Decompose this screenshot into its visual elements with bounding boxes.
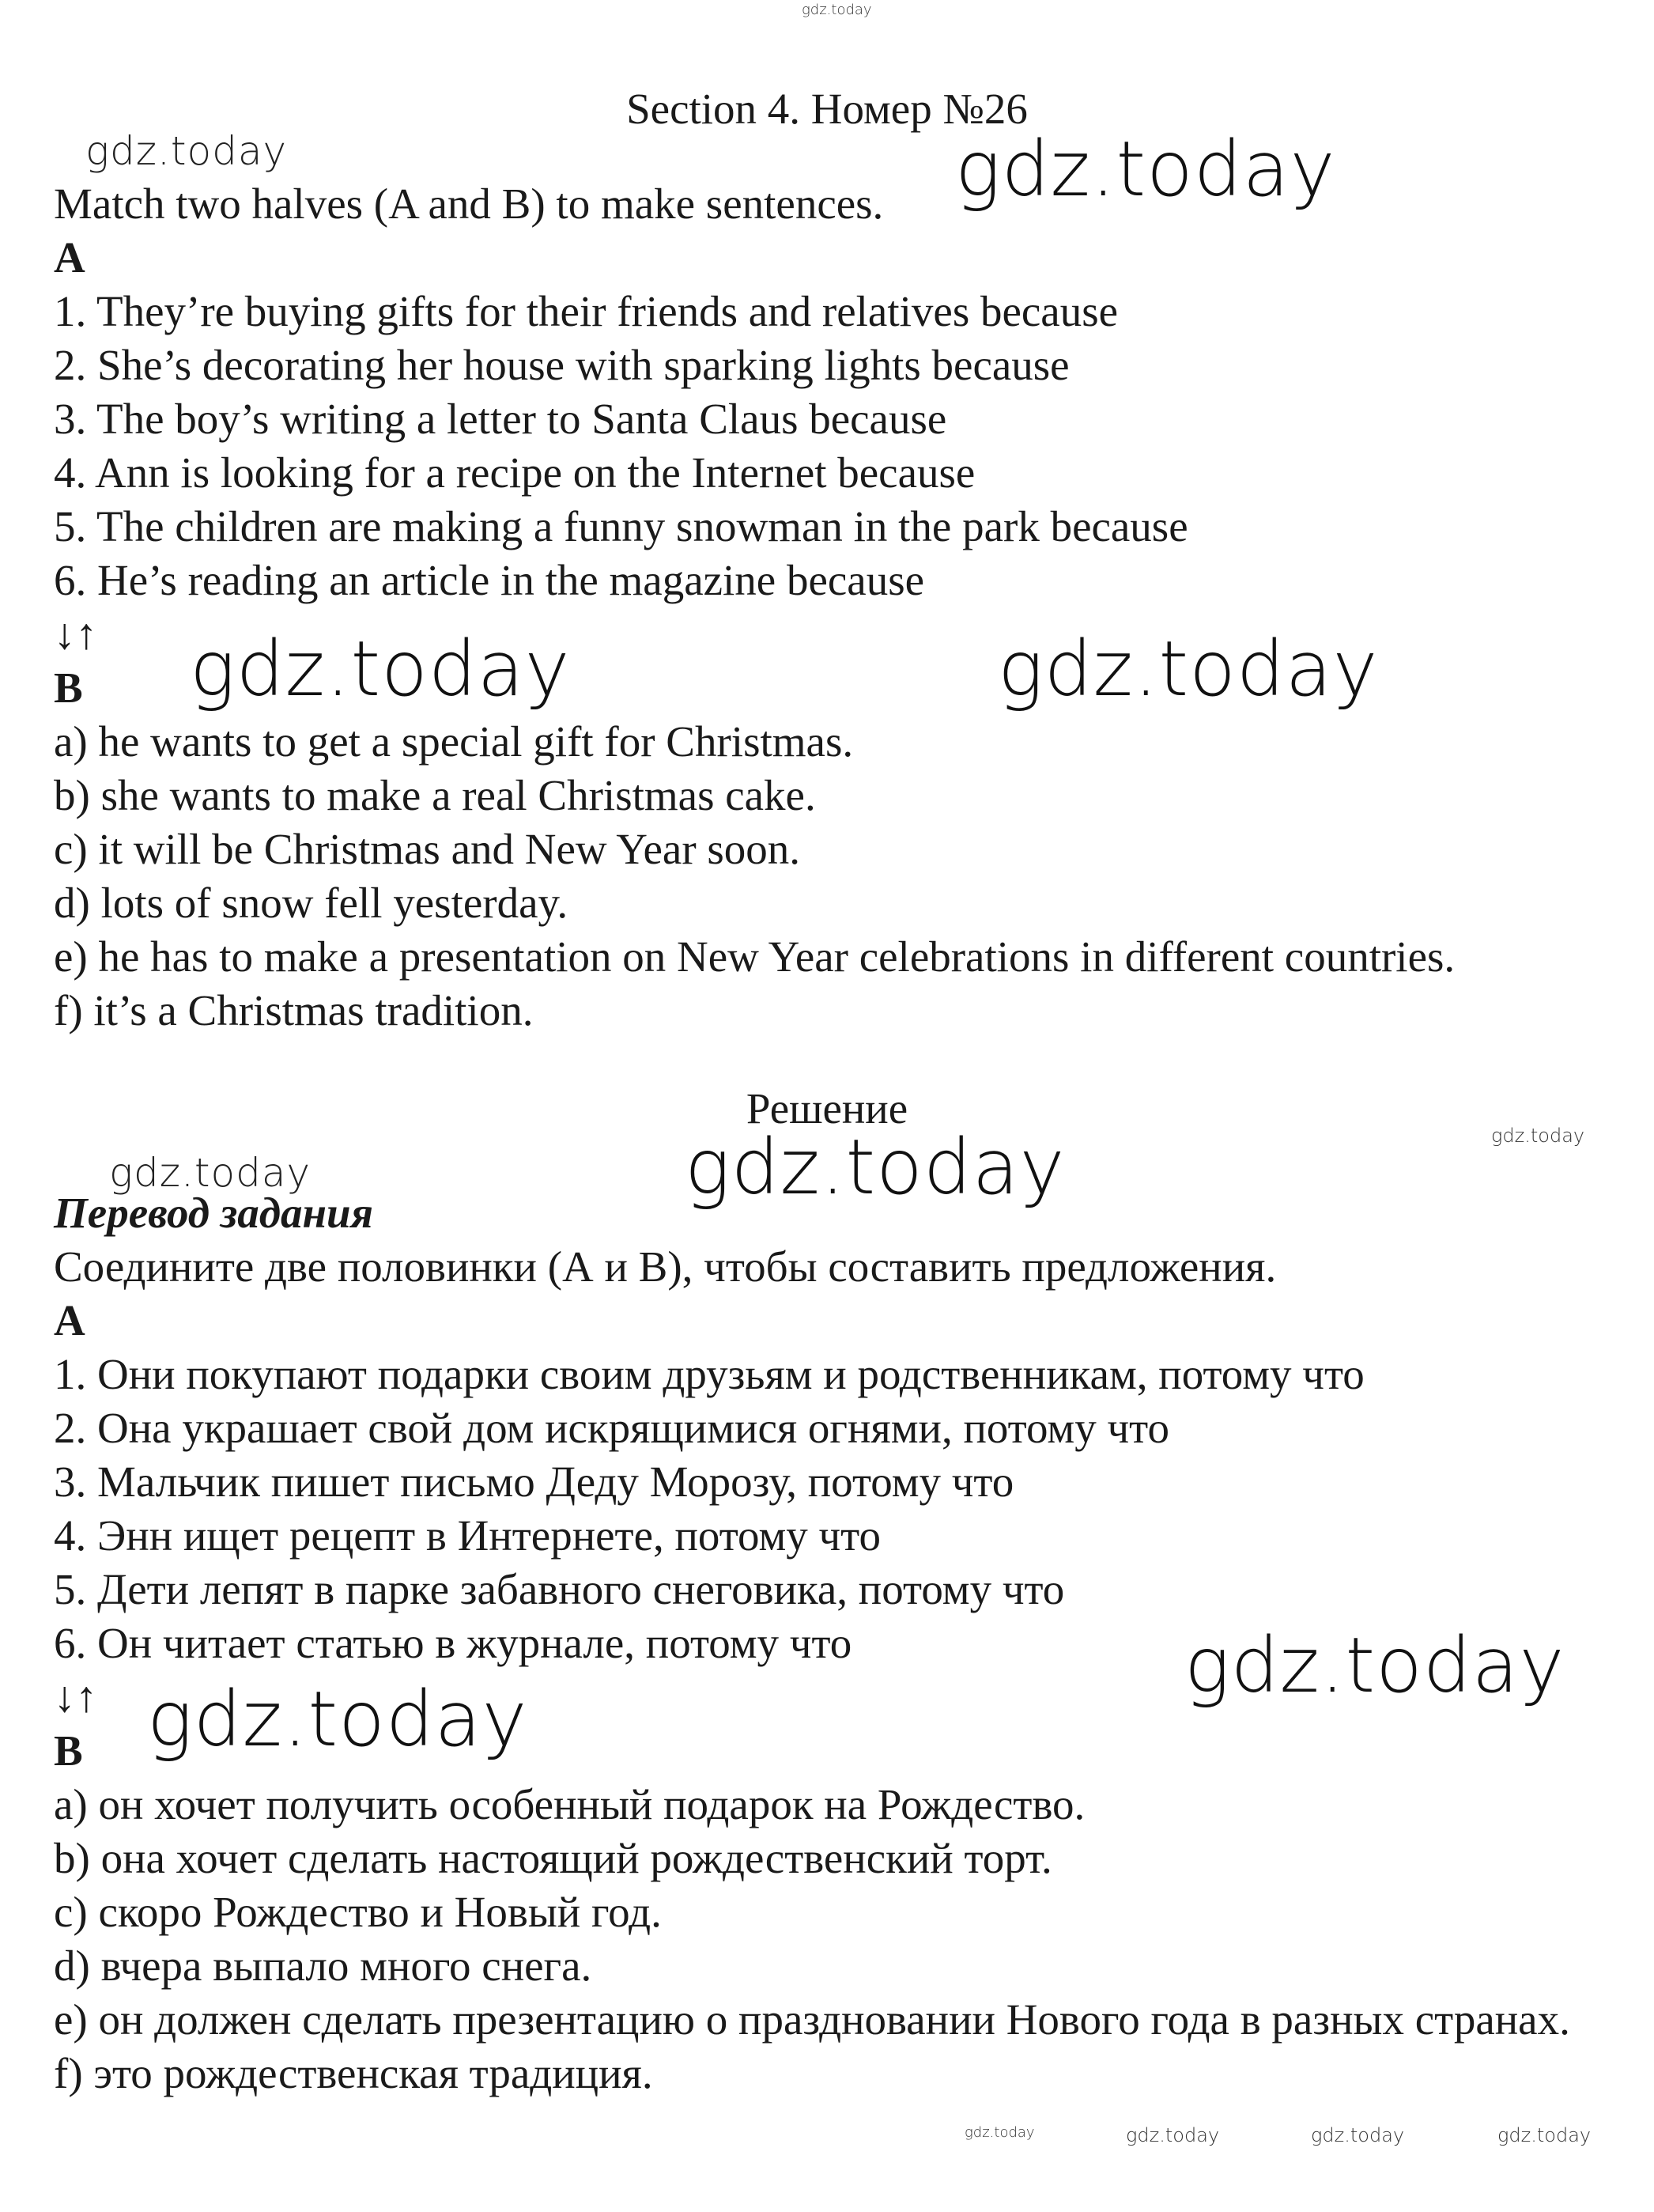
watermark: gdz.today xyxy=(1491,1125,1585,1147)
list-item: 4. Энн ищет рецепт в Интернете, потому что xyxy=(54,1511,881,1560)
list-item: e) он должен сделать презентацию о праздновании Нового года в разных странах. xyxy=(54,1995,1570,2044)
solution-heading: Решение xyxy=(746,1084,908,1132)
list-item: 2. Она украшает свой дом искрящимися огнями, потому что xyxy=(54,1404,1169,1452)
watermark: gdz.today xyxy=(802,2,872,18)
list-item: b) she wants to make a real Christmas cake. xyxy=(54,771,816,819)
list-item: 1. They’re buying gifts for their friends and relatives because xyxy=(54,287,1119,335)
list-item: 6. Он читает статью в журнале, потому что xyxy=(54,1619,852,1667)
list-item: c) скоро Рождество и Новый год. xyxy=(54,1888,662,1936)
list-item: a) he wants to get a special gift for Christmas. xyxy=(54,717,854,766)
translation-instruction: Соедините две половинки (А и В), чтобы составить предложения. xyxy=(54,1242,1277,1291)
arrows-icon: ↓↑ xyxy=(54,610,97,658)
page-title: Section 4. Номер №26 xyxy=(626,85,1028,133)
list-item: 5. Дети лепят в парке забавного снеговика, потому что xyxy=(54,1565,1065,1613)
list-item: 3. The boy’s writing a letter to Santa Claus because xyxy=(54,395,947,443)
list-item: b) она хочет сделать настоящий рождественский торт. xyxy=(54,1834,1052,1882)
watermark: gdz.today xyxy=(965,2124,1035,2141)
task-block xyxy=(54,177,1455,1038)
watermark: gdz.today xyxy=(1184,1621,1565,1710)
list-item: f) это рождественская традиция. xyxy=(54,2049,653,2097)
task-instruction: Match two halves (A and B) to make sentences. xyxy=(54,180,884,228)
list-item: 3. Мальчик пишет письмо Деду Морозу, потому что xyxy=(54,1458,1014,1506)
list-item: d) вчера выпало много снега. xyxy=(54,1942,592,1990)
list-item: 2. She’s decorating her house with sparking lights because xyxy=(54,341,1070,389)
part-b-label: B xyxy=(54,664,83,712)
watermark: gdz.today xyxy=(685,1123,1066,1212)
part-b-label: В xyxy=(54,1726,83,1775)
watermark: gdz.today xyxy=(190,625,571,713)
arrows-icon: ↓↑ xyxy=(54,1673,97,1721)
watermark: gdz.today xyxy=(1126,2124,1220,2146)
list-item: 4. Ann is looking for a recipe on the Internet because xyxy=(54,448,976,497)
list-item: 5. The children are making a funny snowman in the park because xyxy=(54,502,1188,550)
watermark: gdz.today xyxy=(109,1150,312,1196)
part-a-label: А xyxy=(54,1296,85,1344)
watermark: gdz.today xyxy=(85,128,288,174)
list-item: 6. He’s reading an article in the magazine because xyxy=(54,556,925,604)
list-item: f) it’s a Christmas tradition. xyxy=(54,986,534,1034)
translation-heading: Перевод задания xyxy=(54,1189,373,1237)
list-item: 1. Они покупают подарки своим друзьям и родственникам, потому что xyxy=(54,1350,1365,1398)
list-item: d) lots of snow fell yesterday. xyxy=(54,879,568,927)
watermark: gdz.today xyxy=(1311,2124,1405,2146)
list-item: c) it will be Christmas and New Year soon. xyxy=(54,825,801,873)
translation-block xyxy=(54,1186,1627,2100)
list-item: a) он хочет получить особенный подарок на Рождество. xyxy=(54,1780,1086,1828)
part-a-label: A xyxy=(54,233,85,282)
watermark: gdz.today xyxy=(1497,2124,1592,2146)
watermark: gdz.today xyxy=(147,1675,528,1764)
watermark: gdz.today xyxy=(955,125,1336,214)
list-item: e) he has to make a presentation on New Year celebrations in different countries. xyxy=(54,932,1456,981)
watermark: gdz.today xyxy=(998,625,1379,713)
